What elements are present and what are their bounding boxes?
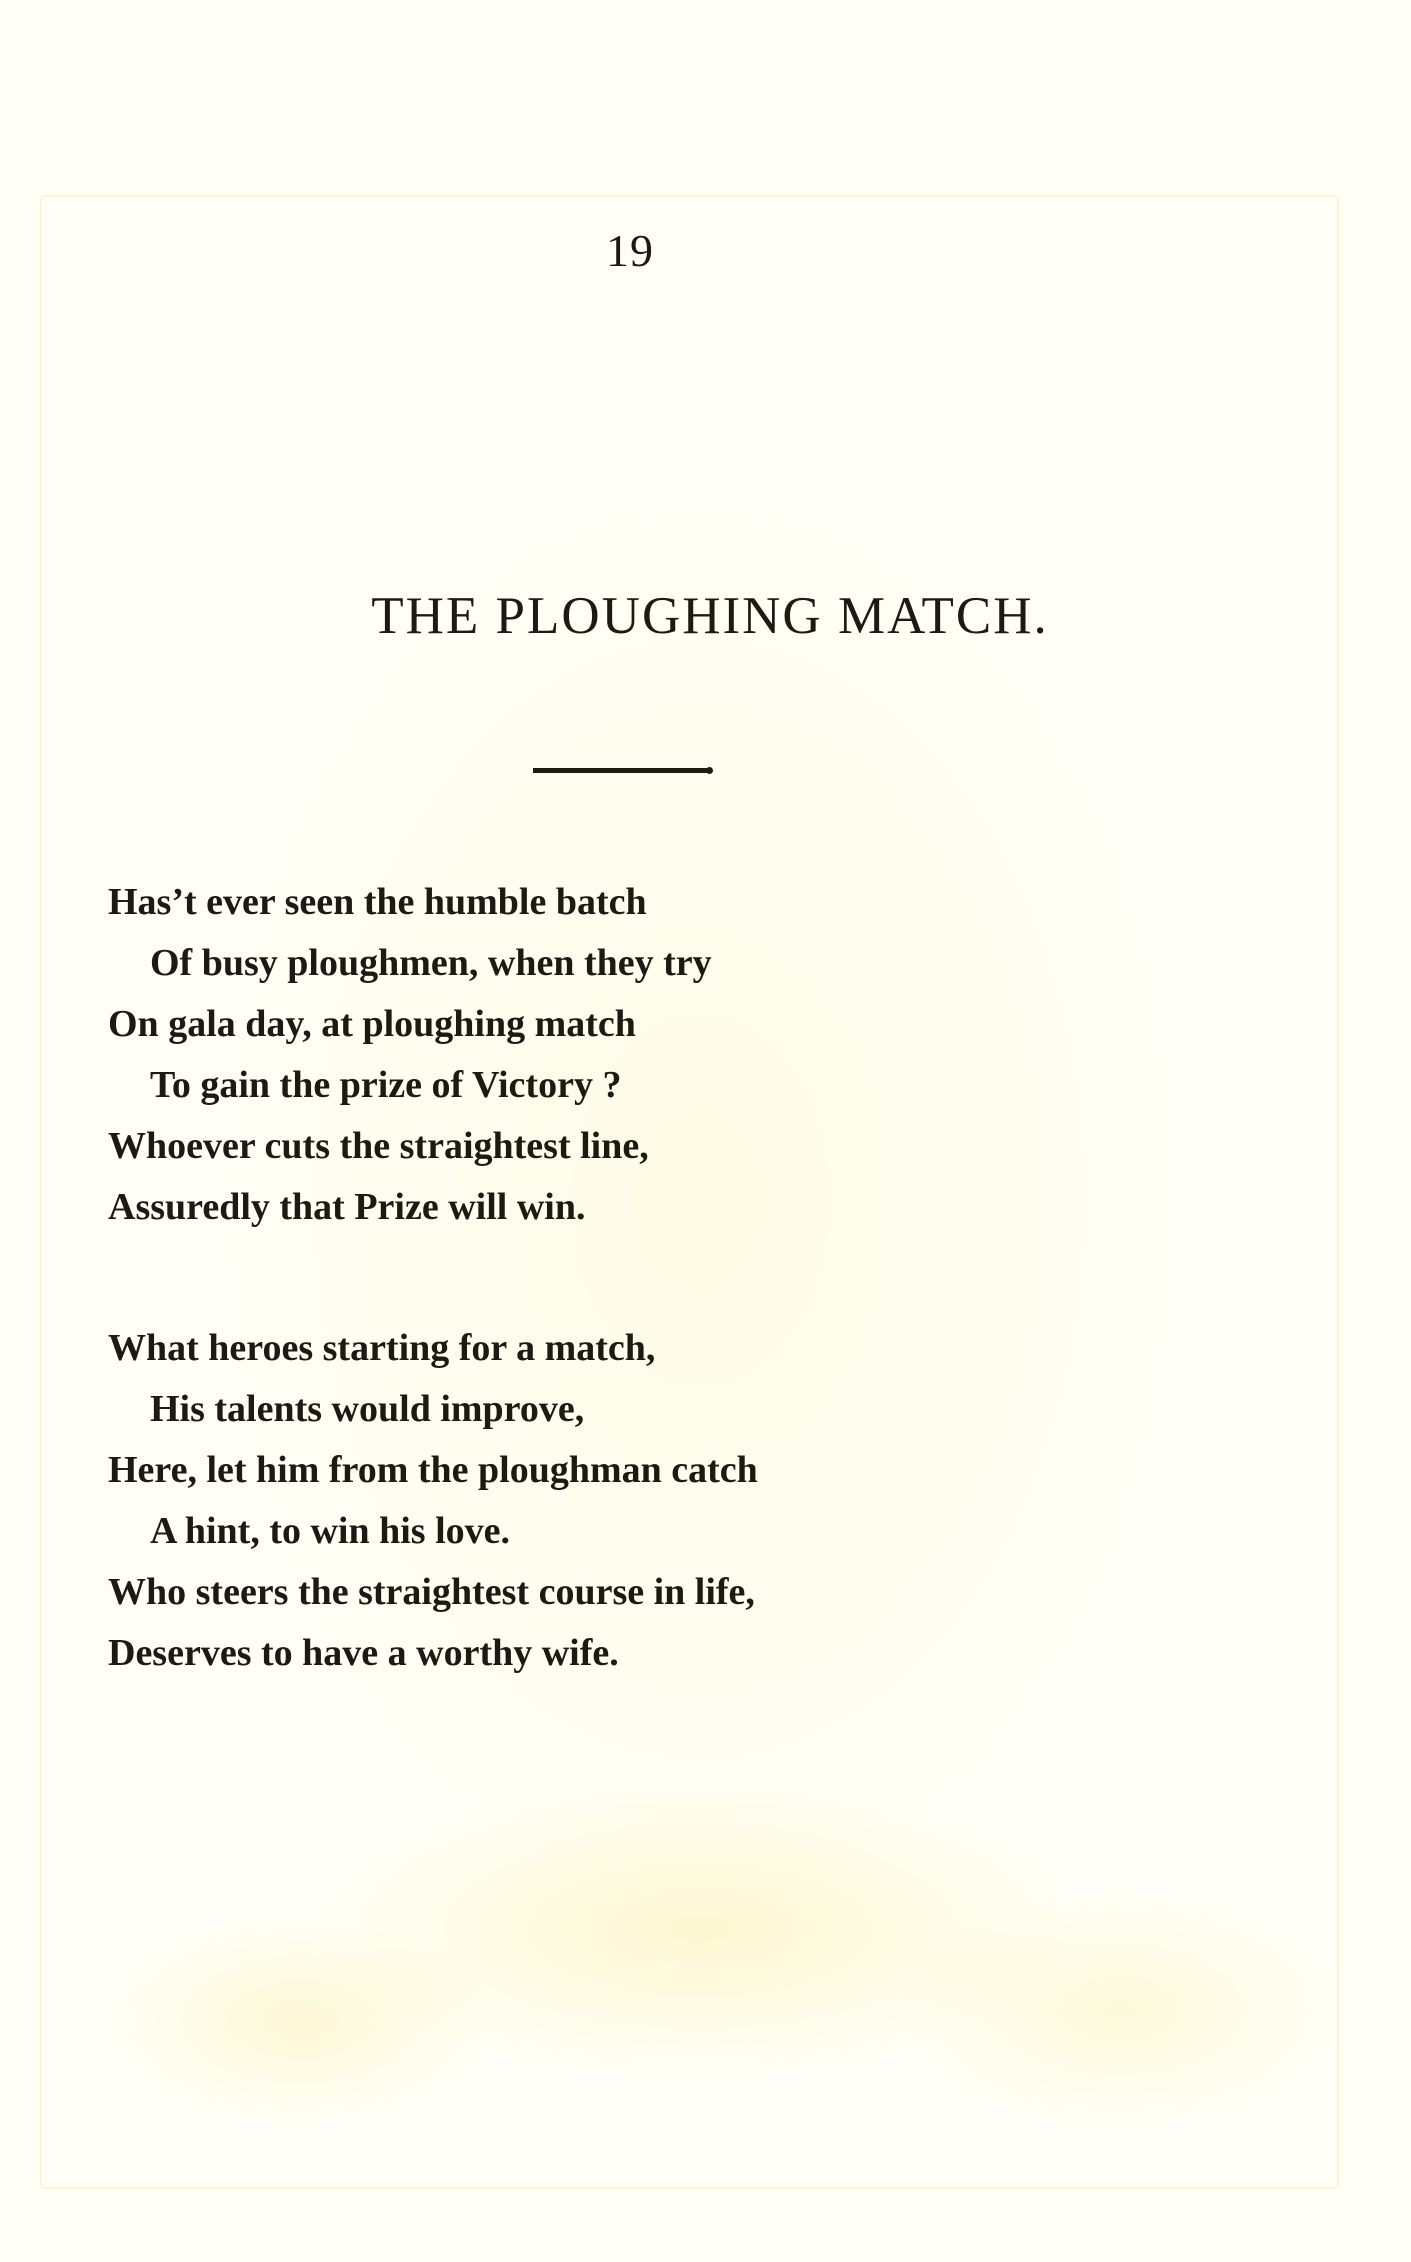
poem-line: Who steers the straightest course in life, xyxy=(108,1571,755,1613)
poem-line: Has’t ever seen the humble batch xyxy=(108,881,647,923)
poem-line: Deserves to have a worthy wife. xyxy=(108,1632,619,1674)
poem-line: What heroes starting for a match, xyxy=(108,1327,656,1369)
poem-line: To gain the prize of Victory ? xyxy=(150,1064,622,1106)
poem-line: A hint, to win his love. xyxy=(150,1510,511,1552)
poem-line: On gala day, at ploughing match xyxy=(108,1003,636,1045)
stanza-1 xyxy=(108,872,1108,1238)
poem-line: Of busy ploughmen, when they try xyxy=(150,942,712,984)
page-number: 19 xyxy=(606,225,654,276)
stanza-2 xyxy=(108,1318,1108,1684)
poem-line: Here, let him from the ploughman catch xyxy=(108,1449,758,1491)
poem-line: Whoever cuts the straightest line, xyxy=(108,1125,649,1167)
poem-line: His talents would improve, xyxy=(150,1388,585,1430)
poem-title: THE PLOUGHING MATCH. xyxy=(371,587,1049,645)
poem-line: Assuredly that Prize will win. xyxy=(108,1186,586,1228)
title-rule xyxy=(533,768,708,773)
